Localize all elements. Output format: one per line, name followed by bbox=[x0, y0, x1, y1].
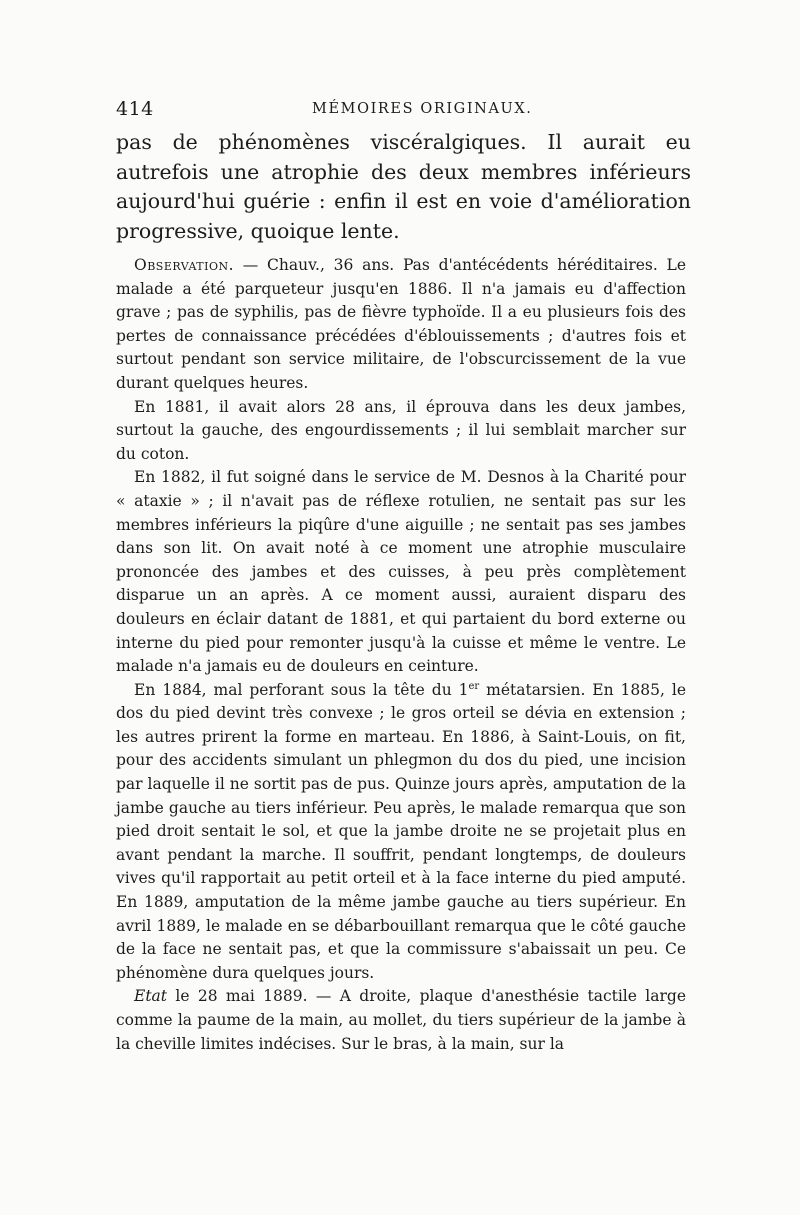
observation-paragraph bbox=[116, 254, 686, 396]
observation-label: Observation. bbox=[134, 256, 235, 274]
observation-text: Chauv., 36 ans. Pas d'antécédents héréditaires. Le malade a été parqueteur jusqu'en 1886. Il n'a jamais eu d'affection grave ; pas de syphilis, pas de fièvre typhoïde. Il a eu plusieurs fois des pertes de connaissance précédées d'éblouissements ; d'autres fois et surtout pendant son service militaire, de l'obscurcissement de la vue durant quelques heures. bbox=[116, 256, 686, 392]
running-title: MÉMOIRES ORIGINAUX. bbox=[312, 101, 533, 117]
paragraph-1882: En 1882, il fut soigné dans le service de M. Desnos à la Charité pour « ataxie » ; il n'avait pas de réflexe rotulien, ne sentait pas sur les membres inférieurs la piqûre d'une aiguille ; ne sentait pas ses jambes dans son lit. On avait noté à ce moment une atrophie musculaire prononcée des jambes et des cuisses, à peu près complètement disparue un an après. A ce moment aussi, auraient disparu des douleurs en éclair datant de 1881, et qui partaient du bord externe ou interne du pied pour remonter jusqu'à la cuisse et même le ventre. Le malade n'a jamais eu de douleurs en ceinture. bbox=[116, 468, 686, 676]
ordinal-superscript: er bbox=[468, 680, 480, 692]
running-header bbox=[116, 98, 696, 124]
etat-text: le 28 mai 1889. — A droite, plaque d'anesthésie tactile large comme la paume de la main, au mollet, du tiers supérieur de la jambe à la cheville limites indécises. Sur le bras, à la main, sur la bbox=[116, 987, 686, 1053]
etat-label: Etat bbox=[134, 987, 168, 1006]
observation-dash: — bbox=[234, 256, 268, 274]
observation-section bbox=[116, 254, 686, 1056]
paragraph-1884-rest: métatarsien. En 1885, le dos du pied devint très convexe ; le gros orteil se dévia en extension ; les autres prirent la forme en marteau. En 1886, à Saint-Louis, on fit, pour des accidents simulant un phlegmon du dos du pied, une incision par laquelle il ne sortit pas de pus. Quinze jours après, amputation de la jambe gauche au tiers inférieur. Peu après, le malade remarqua que son pied droit sentait le sol, et que la jambe droite ne se projetait plus en avant pendant la marche. Il souffrit, pendant longtemps, de douleurs vives qu'il rapportait au petit orteil et à la face interne du pied amputé. En 1889, amputation de la même jambe gauche au tiers supérieur. En avril 1889, le malade en se débarbouillant remarqua que le côté gauche de la face ne sentait pas, et que la commissure s'abaissait un peu. Ce phénomène dura quelques jours. bbox=[116, 680, 686, 982]
paragraph-1884 bbox=[116, 679, 686, 986]
paragraph-etat bbox=[116, 985, 686, 1056]
intro-paragraph: pas de phénomènes viscéralgiques. Il aurait eu autrefois une atrophie des deux membres inférieurs aujourd'hui guérie : enfin il est en voie d'amélioration progressive, quoique lente. bbox=[116, 130, 691, 243]
page-number: 414 bbox=[116, 98, 154, 120]
paragraph-1884-start: En 1884, mal perforant sous la tête du 1 bbox=[134, 680, 469, 699]
paragraph-1881: En 1881, il avait alors 28 ans, il éprouva dans les deux jambes, surtout la gauche, des engourdissements ; il lui semblait marcher sur du coton. bbox=[116, 397, 686, 463]
